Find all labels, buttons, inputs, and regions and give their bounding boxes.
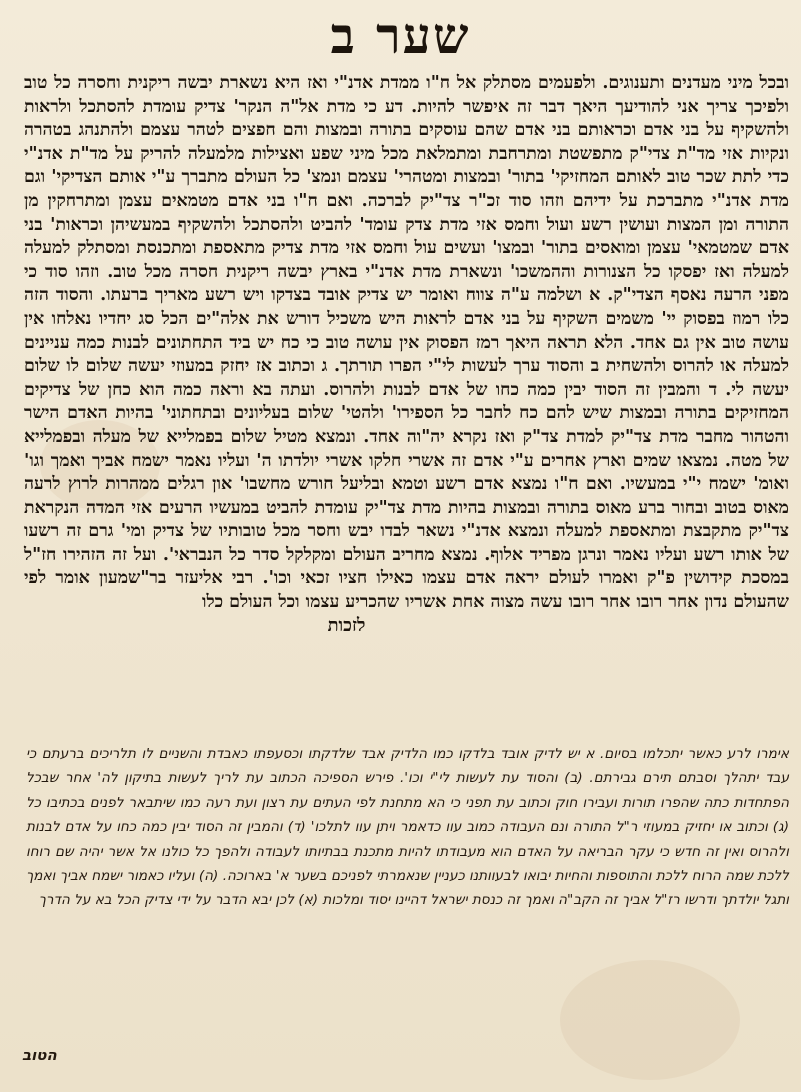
closing-word: לזכות: [327, 614, 366, 636]
page-title: שער ב: [330, 6, 471, 65]
commentary-notes: [26, 742, 789, 913]
main-text-block: [24, 72, 789, 637]
paper-stain: [560, 960, 740, 1080]
notes-paragraph: אימרו לרע כאשר יתכלמו בסיום. א יש לדיק אובד בלדקו כמו הלדיק אבד שלדקתו וכסעפתו כאבדת והשניים לו תלריכים ברעתם כי עבד יתהלך וסבתם תירם גבירתם. (ב) והסוד עת לעשות לי"י וכו'. פירש הספיכה הכתוב עת לריך לעשות בתיקון לה' אחר שבכל הפתחדות כתה שהפרו תורות ועבירו חוק וכתוב עת תפני כי הא מתחנת לפי העתים עת רצון ועת רעה כמו שיתבאר לפנים בכתיבו כל (ג) וכתוב או יחזיק במעוזי ר"ל התורה ונם העבודה כמוב עוו כדאמר ויתן עוו לתלכו' (ד) והמבין זה הסוד יבין כמה כחו על אדם לבנות ולהרוס ואין זה חדש כי עקר הבריאה על האדם הוא מעבודתו להיות מתכנת בבתיותו לעבודה ולהפך כל כולנו אל אשר יהיה שם רוחו ללכת שמה הרוח ללכת והתוספות והחיות יבואו לבעוותנו כעניין שנאמרתי לפניכם בשער א' בארוכה. (ה) ועליו כאמור ישמח אביך ואמך ותגל יולדתך ודרשו רז"ל אביך זה הקב"ה ואמך זה כנסת ישראל דהיינו יסוד ומלכות (א) לכן יבא הדבר על ידי צדיק הכל בא על הדרך: [26, 746, 789, 909]
main-paragraph: ובכל מיני מעדנים ותענוגים. ולפעמים מסתלק אל ח"ו ממדת אדנ"י ואז היא נשארת יבשה ריקנית וחסרה כל טוב ולפיכך צריך אני להודיעך היאך דבר זה איפשר להיות. דע כי מדת אל"ה הנקר' צדיק עומדת להסתכל ולראות ולהשקיף על בני אדם וכראותם בני אדם שהם עוסקים בתורה ובמצות והם חפצים לטהר עצמם ולהתנהג בטהרה ונקיות אזי מד"ת צדי"ק מתפשטת ומתרחבת ומתמלאת מכל מיני שפע ואצילות מלמעלה להריק על מד"ת אדנ"י כדי לתת שכר טוב לאותם המחזיקי' בתור' ובמצות ומטהרי' עצמם ונמצ' כל העולם מתברך ע"י אותם הצדיקי' וגם מדת אדנ"י מתברכת על ידיהם וזהו סוד זכ"ר צד"יק לברכה. ואם ח"ו בני אדם מטמאים עצמן ומתרחקין מן התורה ומן המצות ועושין רשע ועול וחמס אזי מדת צדק עומד' להביט ולהסתכל ולהשקיף במעשיהן וכראות' בני אדם שמטמאי' עצמן ומואסים בתור' ובמצו' ועשים עול וחמס אזי מדת צדיק מתאספת ומתכנסת ומסתלק למעלה למעלה ואז יפסקו כל הצנורות וההמשכו' ונשארת מדת אדנ"י בארץ יבשה ריקנית חסרה מכל טוב. וזהו סוד כי מפני הרעה נאסף הצדי"ק. א ושלמה ע"ה צווח ואומר יש צדיק אובד בצדקו ויש רשע מאריך ברעתו. והסוד הזה כלו רמוז בפסוק יי' משמים השקיף על בני אדם לראות היש משכיל דורש את אלה"ים הכל סג יחדיו נאלחו אין עושה טוב אין גם אחד. הלא תראה היאך רמז הפסוק אין עושה טוב כי כח יש ביד התחתונים לבנות כמה עניינים למעלה או להרוס ולהשחית ב והסוד ערך לעשות לי"י הפרו תורתך. ג וכתוב אז יחזק במעוזי יעשה שלום לו שלום יעשה לי. ד והמבין זה הסוד יבין כמה כחו של אדם לבנות ולהרוס. ועתה בא וראה כמה הוא כחן של צדיקים המחזיקים בתורה ובמצות שיש להם כח לחבר כל הספירו' ולהטי' שלום בעליונים ובתחתוני' בהיות האדם הישר והטהור מחבר מדת צד"יק למדת צד"ק ואז נקרא יה"וה אחד. ונמצא מטיל שלום בפמלייא של מעלה ובפמלייא של מטה. נמצאו שמים וארץ אחרים ע"י אדם זה אשרי חלקו אשרי יולדתו ה' ועליו נאמר ישמח אביך ואמך וגו' ואומ' ישמח י"י במעשיו. ואם ח"ו נמצא אדם רשע וטמא ובליעל חורש מחשבו' און רגלים ממהרות לרוץ לרעה מאוס בטוב ובחור ברע מאוס בתורה ובמצות בהיות מדת צד"יק עומדת להביט במעשיו הרעים אזי המדה הנקראת צד"יק מתקבצת ומתאספת למעלה ונמצא אדנ"י נשאר לבדו יבש וחסר מכל טובותיו של צדיק ומי' גרם זה רשעו של אותו רשע ועליו נאמר ונרגן מפריד אלוף. נמצא מחריב העולם ומקלקל סדר כל הנבראי'. ועל זה הזהירו חז"ל במסכת קידושין פ"ק ואמרו לעולם יראה אדם עצמו כאילו חציו זכאי וכו'. רבי אליעזר בר"שמעון אומר לפי שהעולם נדון אחר רובו אחר רובו עשה מצוה אחת אשריו שהכריע עצמו וכל העולם כלו: [24, 73, 789, 613]
catchword: הטוב: [22, 1046, 57, 1064]
